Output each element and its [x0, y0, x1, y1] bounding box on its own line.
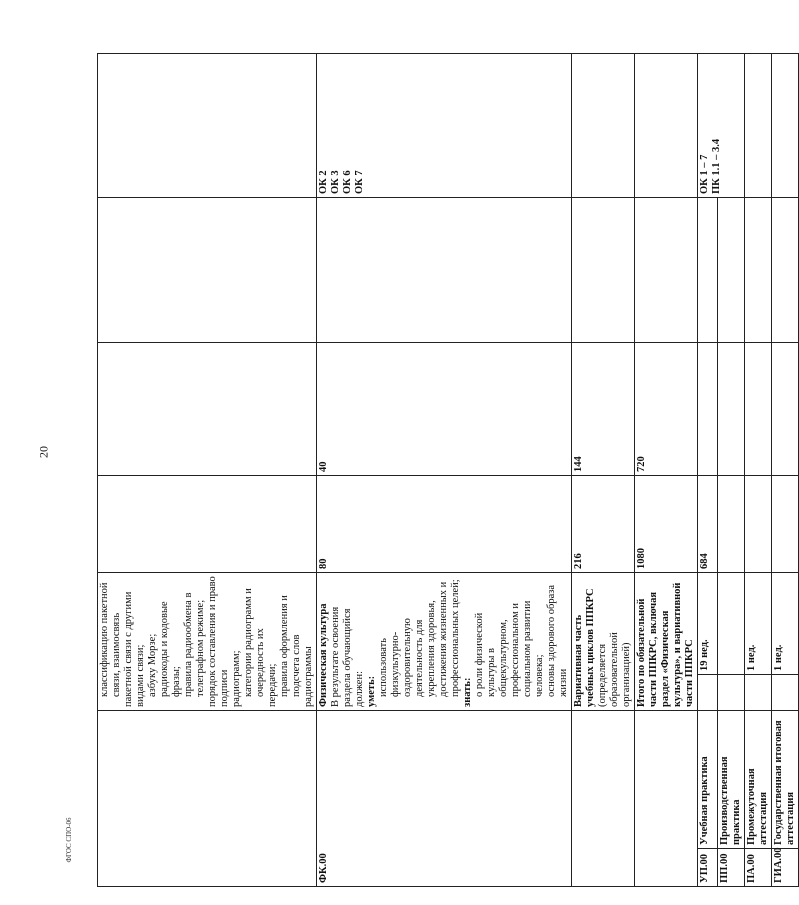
- top-line: классификацию пакетной связи, взаимосвязь: [99, 582, 122, 697]
- cell-variative-code: [572, 711, 635, 887]
- cell-total-empty: [98, 476, 317, 573]
- table-row-variative: [572, 54, 635, 887]
- top-line: категории радиограмм и очередность их: [243, 588, 266, 697]
- competency: ОК 7: [354, 170, 365, 194]
- cell-practice-hours: [745, 476, 772, 573]
- cell-discipline-empty: [98, 198, 317, 343]
- cell-practice-code: ПП.00: [718, 849, 745, 887]
- cell-variative-discipline: [572, 198, 635, 343]
- cell-practice-empty: [772, 675, 799, 711]
- cell-practice-code: УП.00: [698, 849, 718, 887]
- page-number: 20: [36, 446, 51, 458]
- cell-fk-description: [317, 573, 572, 711]
- cell-practice-discipline: [772, 198, 799, 343]
- cell-practice-name: Промежуточная аттестация: [745, 711, 772, 849]
- cell-itogo-code: [635, 711, 698, 887]
- cell-practice-discipline: [745, 198, 772, 343]
- cell-code-empty: [98, 711, 317, 887]
- cell-practice-name: Государственная итоговая аттестация: [772, 711, 799, 849]
- cell-itogo-discipline: [635, 198, 698, 343]
- variative-title: Вариативная часть учебных циклов ППКРС: [573, 588, 596, 707]
- fk-umet-label: уметь:: [366, 675, 377, 707]
- cell-practice-empty: [718, 343, 745, 476]
- cell-practice-hours: [718, 476, 745, 573]
- cell-classroom-empty: [98, 343, 317, 476]
- fk-title: Физическая культура: [318, 603, 329, 707]
- table-row-practice: [698, 54, 718, 887]
- cell-variative-competencies: [572, 54, 635, 198]
- cell-practice-code: ПА.00: [745, 849, 772, 887]
- fk-znat-label: знать:: [462, 677, 473, 707]
- competency: ОК 3: [330, 170, 341, 194]
- cell-variative-total: 216: [572, 476, 635, 573]
- fk-intro: В результате освоения раздела обучающийся должен:: [330, 606, 365, 707]
- cell-practice-hours: 684: [698, 476, 718, 573]
- cell-variative-text: [572, 573, 635, 711]
- top-line: порядок составления и право подписи: [207, 576, 230, 707]
- curriculum-table: [97, 53, 799, 887]
- top-line: пакетной связи с другими видами связи;: [123, 591, 146, 707]
- fk-znat-text2: основы здорового образа жизни: [546, 584, 569, 697]
- cell-practice-empty: [772, 343, 799, 476]
- cell-fk-classroom: 40: [317, 343, 572, 476]
- cell-practice-weeks: 1 нед.: [745, 573, 772, 675]
- cell-variative-classroom: 144: [572, 343, 635, 476]
- cell-practice-discipline: [718, 198, 745, 343]
- top-line: радиограмм;: [231, 650, 242, 707]
- curriculum-table-wrapper: [97, 54, 796, 887]
- cell-fk-code: ФК.00: [317, 711, 572, 887]
- cell-practice-weeks: [718, 573, 745, 675]
- table-row-fk: [317, 54, 572, 887]
- competency: ОК 6: [342, 170, 353, 194]
- fk-znat-text1: о роли физической культуры в общекультурном, профессиональном и социальном развитии человека;: [474, 600, 545, 697]
- top-line: передачи;: [267, 663, 278, 707]
- cell-practice-empty: [718, 675, 745, 711]
- top-line: правила оформления и подсчета слов: [279, 595, 302, 697]
- cell-fk-total: 80: [317, 476, 572, 573]
- top-line: радиокоды и кодовые фразы;: [159, 601, 182, 697]
- cell-practice-competencies: ОК 1 – 7 ПК 1.1 – 3.4: [698, 54, 745, 198]
- cell-itogo-classroom: 720: [635, 343, 698, 476]
- table-row-practice: [745, 54, 772, 887]
- cell-practice-name: Учебная практика: [698, 711, 718, 849]
- footer-code: ФГОС СПО-06: [65, 817, 73, 863]
- top-line: радиограммы: [303, 646, 314, 707]
- cell-practice-hours: [772, 476, 799, 573]
- top-line: правила радиообмена в телеграфном режиме;: [183, 592, 206, 697]
- cell-fk-discipline: [317, 198, 572, 343]
- cell-practice-empty: [745, 675, 772, 711]
- cell-itogo-total: 1080: [635, 476, 698, 573]
- cell-competencies-empty: [98, 54, 317, 198]
- table-row-practice: [772, 54, 799, 887]
- cell-practice-competencies: [745, 54, 772, 198]
- table-row-top: [98, 54, 317, 887]
- cell-practice-discipline: [698, 198, 718, 343]
- top-line: азбуку Морзе;: [147, 633, 158, 697]
- cell-practice-weeks: 19 нед.: [698, 573, 718, 675]
- fk-umet-text: использовать физкультурно-оздоровительную деятельность для укрепления здоровья, достижения жизненных и профессиональных целей;: [378, 579, 461, 697]
- cell-itogo-competencies: [635, 54, 698, 198]
- cell-practice-empty: [745, 343, 772, 476]
- cell-practice-competencies: [772, 54, 799, 198]
- cell-practice-code: ГИА.00: [772, 849, 799, 887]
- competency: ОК 2: [318, 170, 329, 194]
- cell-practice-name: Производственная практика: [718, 711, 745, 849]
- cell-practice-weeks: 1 нед.: [772, 573, 799, 675]
- variative-subtitle: (определяется образовательной организацией): [597, 632, 632, 707]
- cell-fk-competencies: [317, 54, 572, 198]
- cell-practice-empty: [698, 343, 718, 476]
- table-row-itogo: [635, 54, 698, 887]
- cell-practice-empty: [698, 675, 718, 711]
- cell-top-text: [98, 573, 317, 711]
- cell-itogo-text: Итого по обязательной части ППКРС, включая раздел «Физическая культура», и вариативной части ППКРС: [635, 573, 698, 711]
